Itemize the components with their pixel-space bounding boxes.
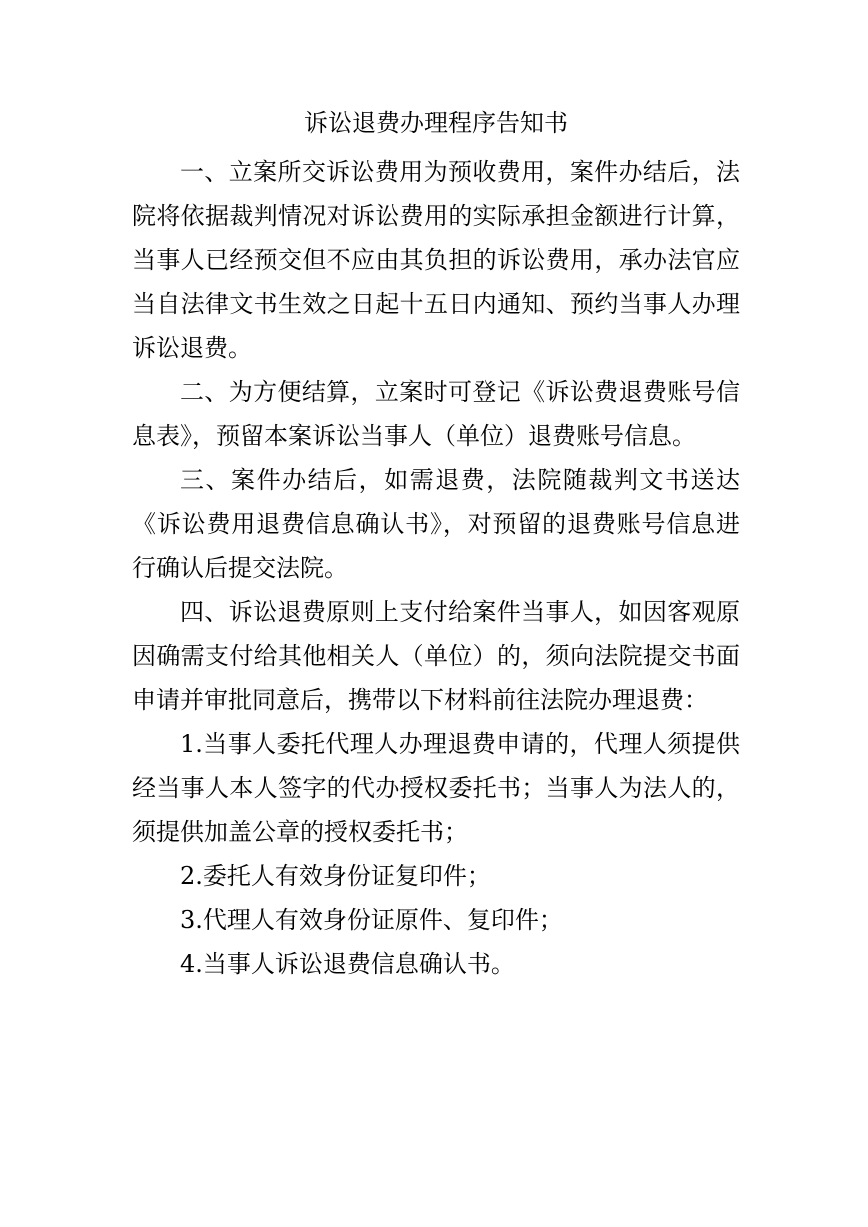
document-title: 诉讼退费办理程序告知书 bbox=[304, 109, 568, 137]
list-item-4: 4.当事人诉讼退费信息确认书。 bbox=[180, 950, 515, 978]
list-item-1: 1.当事人委托代理人办理退费申请的，代理人须提供经当事人本人签字的代办授权委托书；当事人为法人的，须提供加盖公章的授权委托书； bbox=[132, 730, 740, 846]
list-item-3: 3.代理人有效身份证原件、复印件； bbox=[180, 906, 563, 934]
list-item-2: 2.委托人有效身份证复印件； bbox=[180, 862, 491, 890]
paragraph-2: 二、为方便结算，立案时可登记《诉讼费退费账号信息表》，预留本案诉讼当事人（单位）退费账号信息。 bbox=[132, 378, 740, 450]
paragraph-3: 三、案件办结后，如需退费，法院随裁判文书送达《诉讼费用退费信息确认书》，对预留的退费账号信息进行确认后提交法院。 bbox=[132, 466, 740, 582]
document-page bbox=[132, 108, 740, 986]
paragraph-4: 四、诉讼退费原则上支付给案件当事人，如因客观原因确需支付给其他相关人（单位）的，须向法院提交书面申请并审批同意后，携带以下材料前往法院办理退费： bbox=[132, 598, 740, 714]
paragraph-1: 一、立案所交诉讼费用为预收费用，案件办结后，法院将依据裁判情况对诉讼费用的实际承担金额进行计算，当事人已经预交但不应由其负担的诉讼费用，承办法官应当自法律文书生效之日起十五日内通知、预约当事人办理诉讼退费。 bbox=[132, 158, 740, 362]
